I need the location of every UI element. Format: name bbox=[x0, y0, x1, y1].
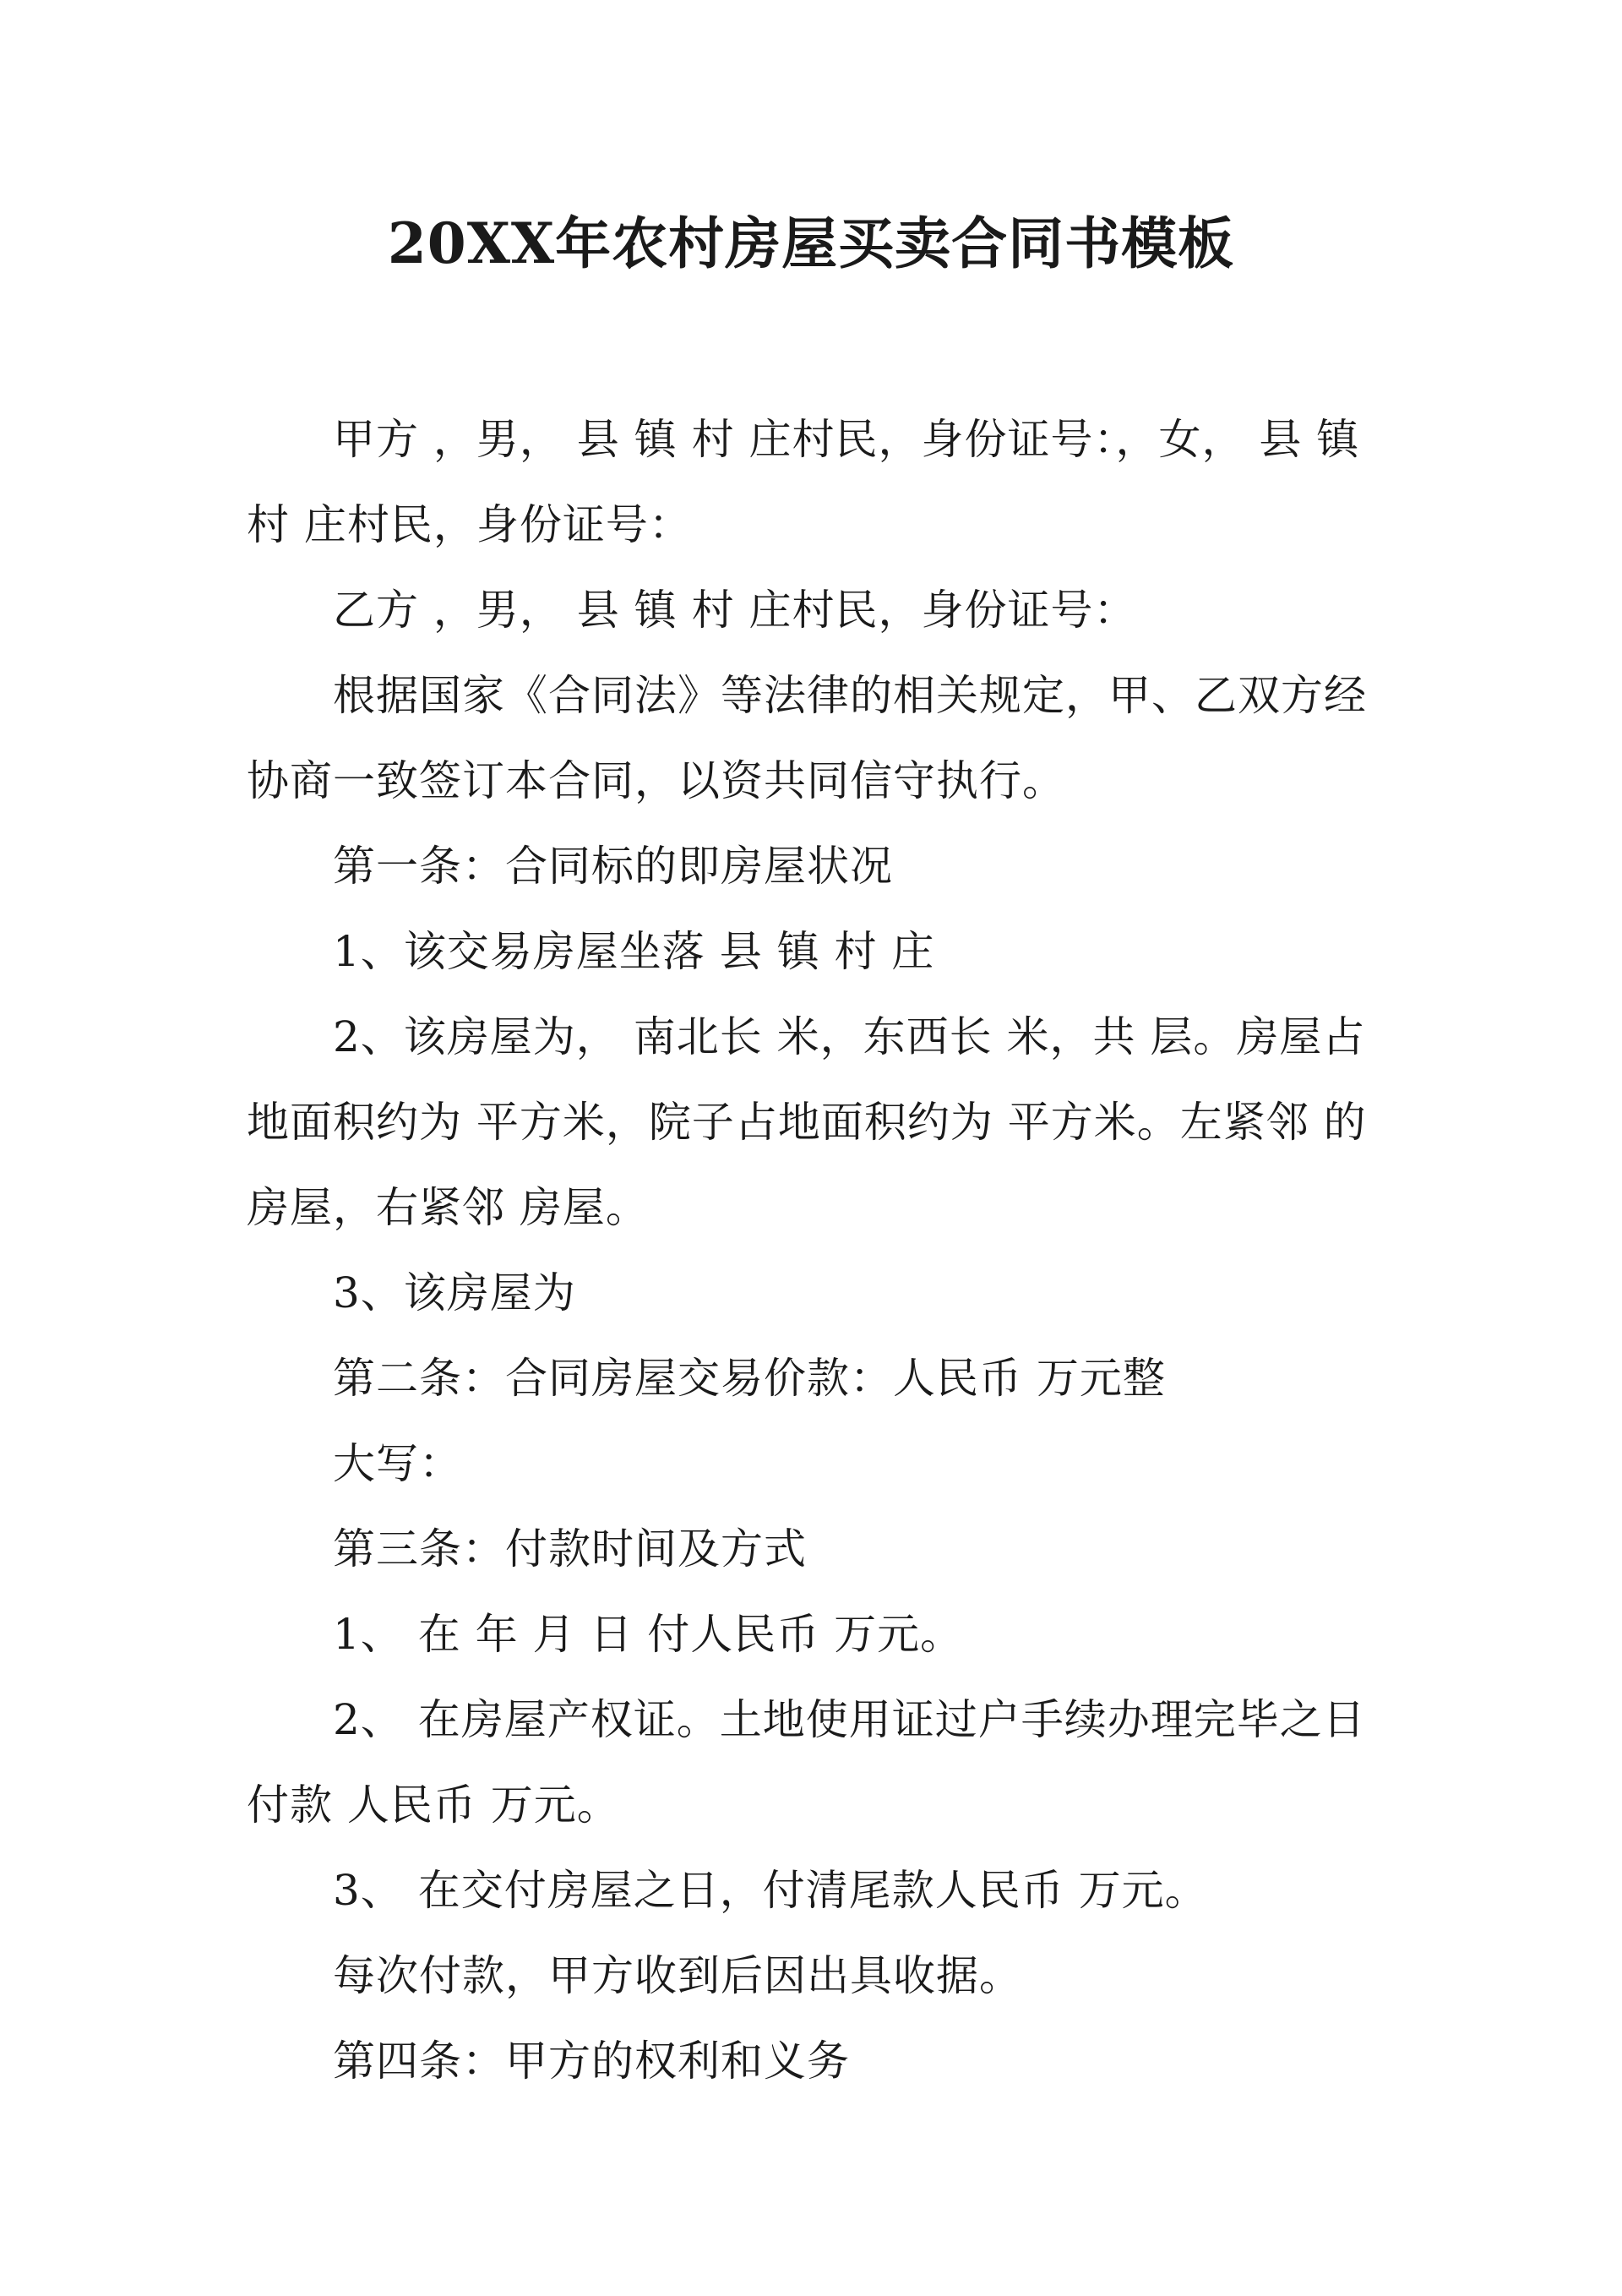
article-1-item-3: 3、该房屋为 bbox=[333, 1268, 576, 1317]
paragraph-preamble: 根据国家《合同法》等法律的相关规定，甲、乙双方经协商一致签订本合同，以资共同信守执行。 bbox=[247, 671, 1367, 805]
paragraph-party-a: 甲方 ，男， 县 镇 村 庄村民，身份证号：，女， 县 镇 村 庄村民，身份证号： bbox=[247, 415, 1360, 549]
document-body bbox=[247, 397, 1385, 2104]
article-3-item-1: 1、 在 年 月 日 付人民币 万元。 bbox=[333, 1610, 964, 1659]
article-1-item-2: 2、该房屋为， 南北长 米，东西长 米，共 层。房屋占地面积约为 平方米，院子占地面积约为 平方米。左紧邻 的房屋，右紧邻 房屋。 bbox=[247, 1012, 1367, 1232]
paragraph-party-b: 乙方 ，男， 县 镇 村 庄村民，身份证号： bbox=[333, 586, 1137, 635]
article-3-heading: 第三条：付款时间及方式 bbox=[333, 1524, 807, 1573]
article-4-heading: 第四条：甲方的权利和义务 bbox=[333, 2037, 850, 2086]
article-2-uppercase-amount: 大写： bbox=[333, 1439, 462, 1488]
article-3-item-2: 2、 在房屋产权证。土地使用证过户手续办理完毕之日付款 人民币 万元。 bbox=[247, 1695, 1366, 1830]
document-title: 20XX年农村房屋买卖合同书模板 bbox=[387, 210, 1235, 276]
article-1-heading: 第一条：合同标的即房屋状况 bbox=[333, 842, 893, 891]
article-3-receipt-note: 每次付款，甲方收到后因出具收据。 bbox=[333, 1951, 1022, 2000]
article-1-item-1: 1、该交易房屋坐落 县 镇 村 庄 bbox=[333, 927, 935, 976]
article-2-heading: 第二条：合同房屋交易价款：人民币 万元整 bbox=[333, 1354, 1166, 1403]
article-3-item-3: 3、 在交付房屋之日，付清尾款人民币 万元。 bbox=[333, 1866, 1208, 1915]
